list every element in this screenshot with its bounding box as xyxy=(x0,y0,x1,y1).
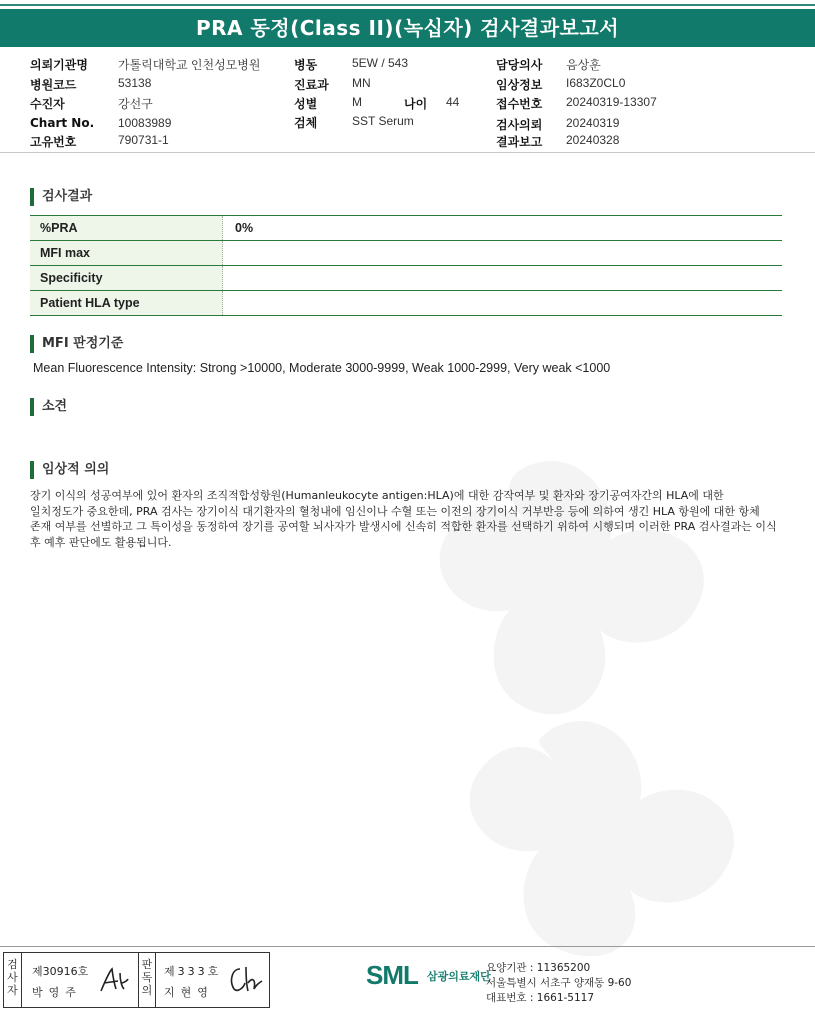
reviewer-signature-icon xyxy=(226,963,264,995)
value-result-report: 20240328 xyxy=(566,133,620,147)
report-title: PRA 동정(Class II)(녹십자) 검사결과보고서 xyxy=(0,9,815,47)
institution-address: 서울특별시 서초구 양재동 9-60 xyxy=(486,977,632,989)
institution-phone: 대표번호 : 1661-5117 xyxy=(486,992,595,1004)
label-test-request: 검사의뢰 xyxy=(496,118,543,132)
table-row xyxy=(30,291,782,316)
label-receipt-no: 접수번호 xyxy=(496,97,543,111)
result-value xyxy=(223,241,783,266)
value-institution: 가톨릭대학교 인천성모병원 xyxy=(118,58,261,72)
label-department: 진료과 xyxy=(294,78,329,92)
value-doctor: 음상훈 xyxy=(566,58,601,72)
examiner-label-text: 검사자 xyxy=(7,958,18,997)
value-patient: 강선구 xyxy=(118,97,153,111)
reviewer-license-no: 제333호 xyxy=(164,965,222,978)
label-age: 나이 xyxy=(404,97,428,111)
org-name: 삼광의료재단 xyxy=(426,970,491,983)
label-hospital-code: 병원코드 xyxy=(30,78,77,92)
result-value xyxy=(223,266,783,291)
label-ward: 병동 xyxy=(294,58,318,72)
label-specimen: 검체 xyxy=(294,116,318,130)
label-clinical-info: 임상정보 xyxy=(496,78,543,92)
value-hospital-code: 53138 xyxy=(118,76,152,90)
section-title-criteria: MFI 판정기준 xyxy=(30,335,123,353)
section-title-opinion: 소견 xyxy=(30,398,67,416)
section-title-clinical: 임상적 의의 xyxy=(30,461,109,479)
sml-logo-text: SML xyxy=(366,960,418,990)
clinical-line: 존재 여부를 선별하고 그 특이성을 동정하여 장기를 공여할 뇌사자가 발생시에 신속히 적합한 환자를 선택하기 위하여 시행되며 이러한 PRA 검사결과는 이식 xyxy=(30,520,777,533)
value-age: 44 xyxy=(446,95,460,109)
value-test-request: 20240319 xyxy=(566,116,620,130)
value-department: MN xyxy=(352,76,371,90)
reviewer-label xyxy=(138,953,156,1007)
examiner-license-no: 제30916호 xyxy=(32,965,89,978)
value-specimen: SST Serum xyxy=(352,114,414,128)
clinical-line: 일치정도가 중요한데, PRA 검사는 장기이식 대기환자의 혈청내에 임신이나 수혈 또는 이전의 장기이식 거부반응 등에 의하여 생긴 HLA 항원에 대한 항체 xyxy=(30,504,760,518)
section-title-result: 검사결과 xyxy=(30,188,92,206)
clinical-line: 후 예후 판단에도 활용됩니다. xyxy=(30,535,172,549)
result-key: Patient HLA type xyxy=(30,291,223,316)
label-unique-no: 고유번호 xyxy=(30,135,77,149)
top-accent-line xyxy=(0,4,815,6)
label-chart-no: Chart No. xyxy=(30,116,95,130)
value-unique-no: 790731-1 xyxy=(118,133,169,147)
label-result-report: 결과보고 xyxy=(496,135,543,149)
label-doctor: 담당의사 xyxy=(496,58,543,72)
value-chart-no: 10083989 xyxy=(118,116,172,130)
result-value xyxy=(223,291,783,316)
reviewer-name: 지현영 xyxy=(164,986,214,999)
result-table xyxy=(30,215,782,316)
institution-code: 요양기관 : 11365200 xyxy=(486,962,591,974)
clinical-significance-text xyxy=(30,488,790,550)
criteria-text: Mean Fluorescence Intensity: Strong >10000, Moderate 3000-9999, Weak 1000-2999, Very weak <1000 xyxy=(33,361,611,375)
label-patient: 수진자 xyxy=(30,97,65,111)
value-receipt-no: 20240319-13307 xyxy=(566,95,657,109)
signature-box xyxy=(3,952,270,1008)
examiner-label xyxy=(4,953,22,1007)
reviewer-label-text: 판독의 xyxy=(141,958,153,997)
result-value: 0% xyxy=(223,216,783,241)
value-ward: 5EW / 543 xyxy=(352,56,409,70)
value-sex: M xyxy=(352,95,362,109)
value-clinical-info: I683Z0CL0 xyxy=(566,76,626,90)
header-divider xyxy=(0,152,815,153)
result-key: Specificity xyxy=(30,266,223,291)
table-row xyxy=(30,216,782,241)
table-row xyxy=(30,241,782,266)
clinical-line: 장기 이식의 성공여부에 있어 환자의 조직적합성항원(Humanleukocyte antigen:HLA)에 대한 감작여부 및 환자와 장기공여자간의 HLA에 대한 xyxy=(30,489,724,502)
label-sex: 성별 xyxy=(294,97,318,111)
examiner-signature-icon xyxy=(98,965,130,995)
result-key: MFI max xyxy=(30,241,223,266)
footer-divider xyxy=(0,946,815,947)
label-institution: 의뢰기관명 xyxy=(30,58,88,72)
sml-logo xyxy=(366,960,491,991)
table-row xyxy=(30,266,782,291)
result-key: %PRA xyxy=(30,216,223,241)
examiner-name: 박영주 xyxy=(32,986,82,999)
